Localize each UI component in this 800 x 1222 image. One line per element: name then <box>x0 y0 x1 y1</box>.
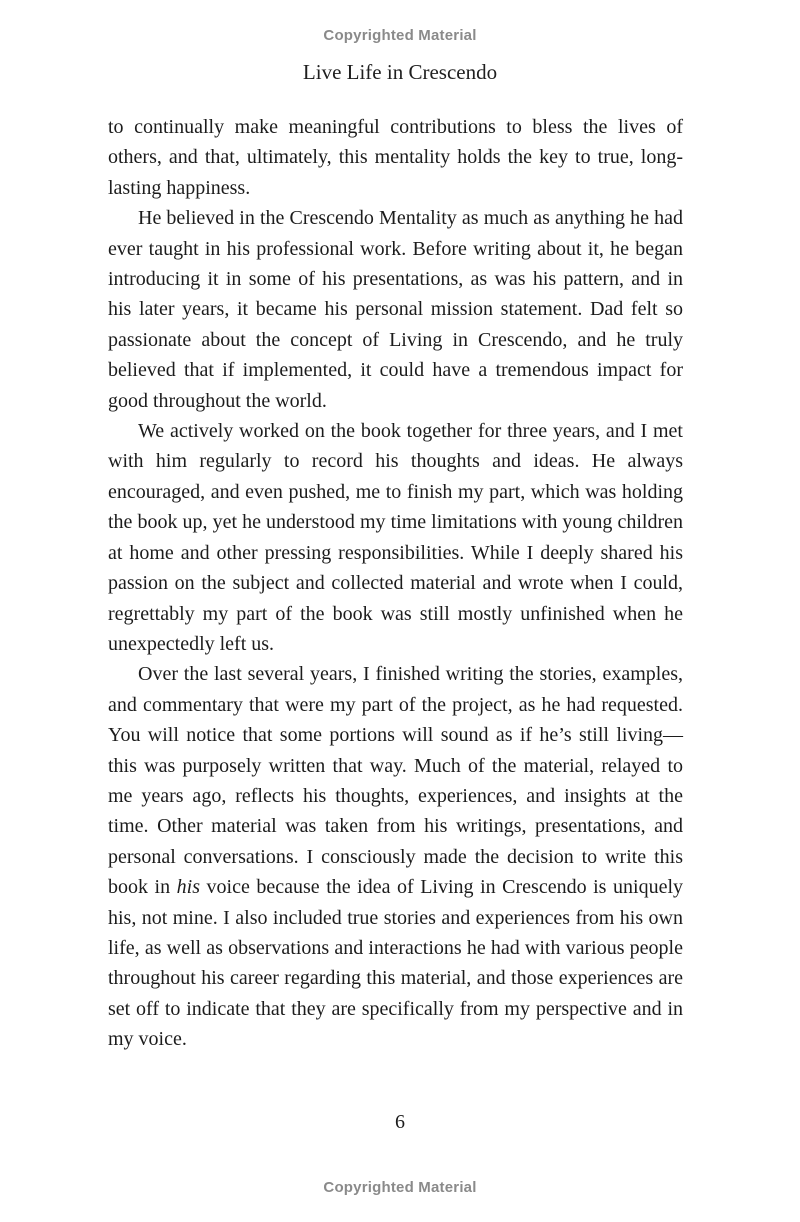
copyright-watermark-bottom: Copyrighted Material <box>323 1179 477 1196</box>
body-text <box>108 112 683 1055</box>
paragraph: We actively worked on the book together for three years, and I met with him regularly to record his thoughts and ideas. He always encouraged, and even pushed, me to finish my part, which was holding the book up, yet he understood my time limitations with young children at home and other pressing responsibilities. While I deeply shared his passion on the subject and collected material and wrote when I could, regrettably my part of the book was still mostly unfinished when he unexpectedly left us. <box>108 420 683 655</box>
paragraph-text: Over the last several years, I finished writing the stories, examples, and commentary that were my part of the project, as he had requested. You will notice that some portions will sound as if he’s still living—this was purposely written that way. Much of the material, relayed to me years ago, reflects his thoughts, experiences, and insights at the time. Other material was taken from his writings, presentations, and personal conversations. I consciously made the decision to write this book in <box>108 663 683 899</box>
paragraph-text: voice because the idea of Living in Crescendo is uniquely his, not mine. I also included true stories and experiences from his own life, as well as observations and interactions he had with various people throughout his career regarding this material, and those experiences are set off to indicate that they are specifically from my perspective and in my voice. <box>108 876 683 1051</box>
running-head-title: Live Life in Crescendo <box>302 60 498 84</box>
page-number: 6 <box>395 1111 405 1133</box>
paragraph: He believed in the Crescendo Mentality as much as anything he had ever taught in his professional work. Before writing about it, he began introducing it in some of his presentations, as was his pattern, and in his later years, it became his personal mission statement. Dad felt so passionate about the concept of Living in Crescendo, and he truly believed that if implemented, it could have a tremendous impact for good throughout the world. <box>108 207 683 412</box>
paragraph <box>108 659 683 1054</box>
copyright-watermark-top: Copyrighted Material <box>323 27 477 44</box>
paragraph-continuation: to continually make meaningful contributions to bless the lives of others, and that, ultimately, this mentality holds the key to true, long-lasting happiness. <box>108 116 683 199</box>
emphasized-word: his <box>176 876 200 899</box>
